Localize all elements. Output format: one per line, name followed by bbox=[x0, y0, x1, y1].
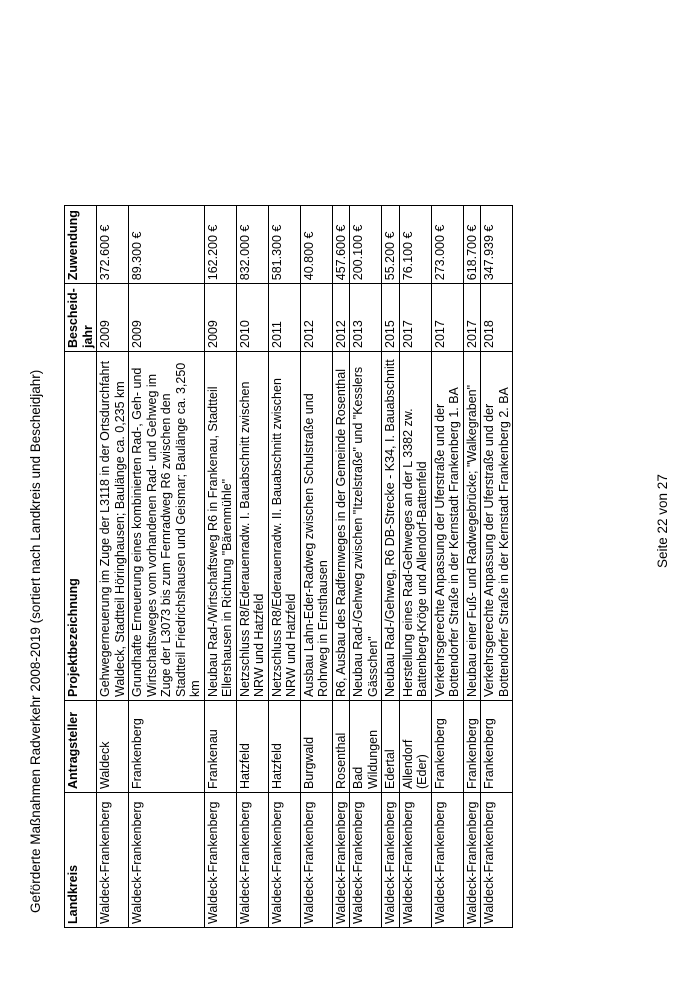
cell-bescheidjahr: 2017 bbox=[463, 284, 481, 352]
cell-zuwendung: 89.300 € bbox=[129, 206, 205, 284]
cell-bescheidjahr: 2013 bbox=[350, 284, 382, 352]
cell-zuwendung: 40.800 € bbox=[300, 206, 332, 284]
cell-projektbezeichnung: Neubau einer Fuß- und Radwegebrücke; "Walkegraben" bbox=[463, 352, 481, 701]
cell-projektbezeichnung: Verkehrsgerechte Anpassung der Uferstraße und der Bottendorfer Straße in der Kernstadt Frankenberg 1. BA bbox=[431, 352, 463, 701]
cell-landkreis: Waldeck-Frankenberg bbox=[97, 793, 129, 928]
cell-zuwendung: 76.100 € bbox=[399, 206, 431, 284]
cell-zuwendung: 618.700 € bbox=[463, 206, 481, 284]
cell-antragsteller: Edertal bbox=[382, 701, 400, 793]
table-row bbox=[300, 206, 332, 928]
cell-projektbezeichnung: Neubau Rad-/Gehweg zwischen "Itzelstraße" und "Kesslers Gässchen" bbox=[350, 352, 382, 701]
cell-antragsteller: Hatzfeld bbox=[236, 701, 268, 793]
cell-landkreis: Waldeck-Frankenberg bbox=[332, 793, 350, 928]
cell-antragsteller: Frankenau bbox=[204, 701, 236, 793]
cell-antragsteller: Frankenberg bbox=[431, 701, 463, 793]
table-row bbox=[431, 206, 463, 928]
table-row bbox=[97, 206, 129, 928]
table-row bbox=[236, 206, 268, 928]
cell-landkreis: Waldeck-Frankenberg bbox=[463, 793, 481, 928]
cell-antragsteller: Rosenthal bbox=[332, 701, 350, 793]
cell-zuwendung: 832.000 € bbox=[236, 206, 268, 284]
cell-projektbezeichnung: Neubau Rad-/Wirtschaftsweg R6 in Frankenau, Stadtteil Ellershausen in Richtung "Bärenmühle" bbox=[204, 352, 236, 701]
cell-projektbezeichnung: Neubau Rad-/Gehweg, R6 DB-Strecke - K34, I. Bauabschnitt bbox=[382, 352, 400, 701]
cell-projektbezeichnung: Herstellung eines Rad-Gehweges an der L 3382 zw. Battenberg-Kröge und Allendorf-Battenfeld bbox=[399, 352, 431, 701]
cell-projektbezeichnung: Netzschluss R8/Ederauenradw. II. Bauabschnitt zwischen NRW und Hatzfeld bbox=[268, 352, 300, 701]
cell-zuwendung: 347.939 € bbox=[481, 206, 513, 284]
cell-zuwendung: 55.200 € bbox=[382, 206, 400, 284]
cell-antragsteller: Allendorf (Eder) bbox=[399, 701, 431, 793]
cell-zuwendung: 200.100 € bbox=[350, 206, 382, 284]
cell-landkreis: Waldeck-Frankenberg bbox=[481, 793, 513, 928]
cell-landkreis: Waldeck-Frankenberg bbox=[236, 793, 268, 928]
header-bescheidjahr: Bescheid-jahr bbox=[65, 284, 97, 352]
cell-bescheidjahr: 2012 bbox=[300, 284, 332, 352]
document-title: Geförderte Maßnahmen Radverkehr 2008-2019 (sortiert nach Landkreis und Bescheidjahr) bbox=[28, 369, 43, 913]
cell-bescheidjahr: 2010 bbox=[236, 284, 268, 352]
cell-landkreis: Waldeck-Frankenberg bbox=[268, 793, 300, 928]
cell-bescheidjahr: 2009 bbox=[97, 284, 129, 352]
measures-table bbox=[64, 205, 513, 928]
header-projektbezeichnung: Projektbezeichnung bbox=[65, 352, 97, 701]
cell-bescheidjahr: 2015 bbox=[382, 284, 400, 352]
cell-bescheidjahr: 2011 bbox=[268, 284, 300, 352]
cell-antragsteller: Hatzfeld bbox=[268, 701, 300, 793]
cell-landkreis: Waldeck-Frankenberg bbox=[300, 793, 332, 928]
cell-zuwendung: 581.300 € bbox=[268, 206, 300, 284]
cell-projektbezeichnung: R6, Ausbau des Radfernweges in der Gemeinde Rosenthal bbox=[332, 352, 350, 701]
cell-zuwendung: 162.200 € bbox=[204, 206, 236, 284]
cell-projektbezeichnung: Verkehrsgerechte Anpassung der Uferstraße und der Bottendorfer Straße in der Kernstadt Frankenberg 2. BA bbox=[481, 352, 513, 701]
table-row bbox=[399, 206, 431, 928]
cell-landkreis: Waldeck-Frankenberg bbox=[382, 793, 400, 928]
table-row bbox=[382, 206, 400, 928]
table-row bbox=[350, 206, 382, 928]
cell-antragsteller: Waldeck bbox=[97, 701, 129, 793]
table-row bbox=[332, 206, 350, 928]
cell-antragsteller: Burgwald bbox=[300, 701, 332, 793]
header-zuwendung: Zuwendung bbox=[65, 206, 97, 284]
cell-projektbezeichnung: Ausbau Lahn-Eder-Radweg zwischen Schulstraße und Rohrweg in Ernsthausen bbox=[300, 352, 332, 701]
table-row bbox=[204, 206, 236, 928]
table-row bbox=[481, 206, 513, 928]
header-antragsteller: Antragsteller bbox=[65, 701, 97, 793]
cell-landkreis: Waldeck-Frankenberg bbox=[431, 793, 463, 928]
cell-projektbezeichnung: Grundhafte Erneuerung eines kombinierten Rad-, Geh- und Wirtschaftsweges vom vorhandenen Rad- und Gehweg im Zuge der L3073 bis zum Fernradweg R6 zwischen den Stadtteil Friedrichshausen und Geismar; Baulänge ca. 3,250 km bbox=[129, 352, 205, 701]
cell-landkreis: Waldeck-Frankenberg bbox=[204, 793, 236, 928]
cell-projektbezeichnung: Gehwegerneuerung im Zuge der L3118 in der Ortsdurchfahrt Waldeck, Stadtteil Höringhausen; Baulänge ca. 0,235 km bbox=[97, 352, 129, 701]
cell-bescheidjahr: 2009 bbox=[204, 284, 236, 352]
cell-zuwendung: 457.600 € bbox=[332, 206, 350, 284]
cell-zuwendung: 273.000 € bbox=[431, 206, 463, 284]
cell-bescheidjahr: 2017 bbox=[431, 284, 463, 352]
cell-bescheidjahr: 2017 bbox=[399, 284, 431, 352]
cell-landkreis: Waldeck-Frankenberg bbox=[129, 793, 205, 928]
cell-bescheidjahr: 2018 bbox=[481, 284, 513, 352]
table-row bbox=[268, 206, 300, 928]
cell-landkreis: Waldeck-Frankenberg bbox=[350, 793, 382, 928]
table-header-row bbox=[65, 206, 97, 928]
cell-antragsteller: Bad Wildungen bbox=[350, 701, 382, 793]
cell-zuwendung: 372.600 € bbox=[97, 206, 129, 284]
cell-bescheidjahr: 2009 bbox=[129, 284, 205, 352]
cell-projektbezeichnung: Netzschluss R8/Ederauenradw. I. Bauabschnitt zwischen NRW und Hatzfeld bbox=[236, 352, 268, 701]
header-landkreis: Landkreis bbox=[65, 793, 97, 928]
cell-antragsteller: Frankenberg bbox=[481, 701, 513, 793]
table-row bbox=[129, 206, 205, 928]
cell-bescheidjahr: 2012 bbox=[332, 284, 350, 352]
table-body bbox=[97, 206, 513, 928]
cell-antragsteller: Frankenberg bbox=[463, 701, 481, 793]
cell-landkreis: Waldeck-Frankenberg bbox=[399, 793, 431, 928]
cell-antragsteller: Frankenberg bbox=[129, 701, 205, 793]
page-number: Seite 22 von 27 bbox=[655, 474, 670, 568]
table-row bbox=[463, 206, 481, 928]
